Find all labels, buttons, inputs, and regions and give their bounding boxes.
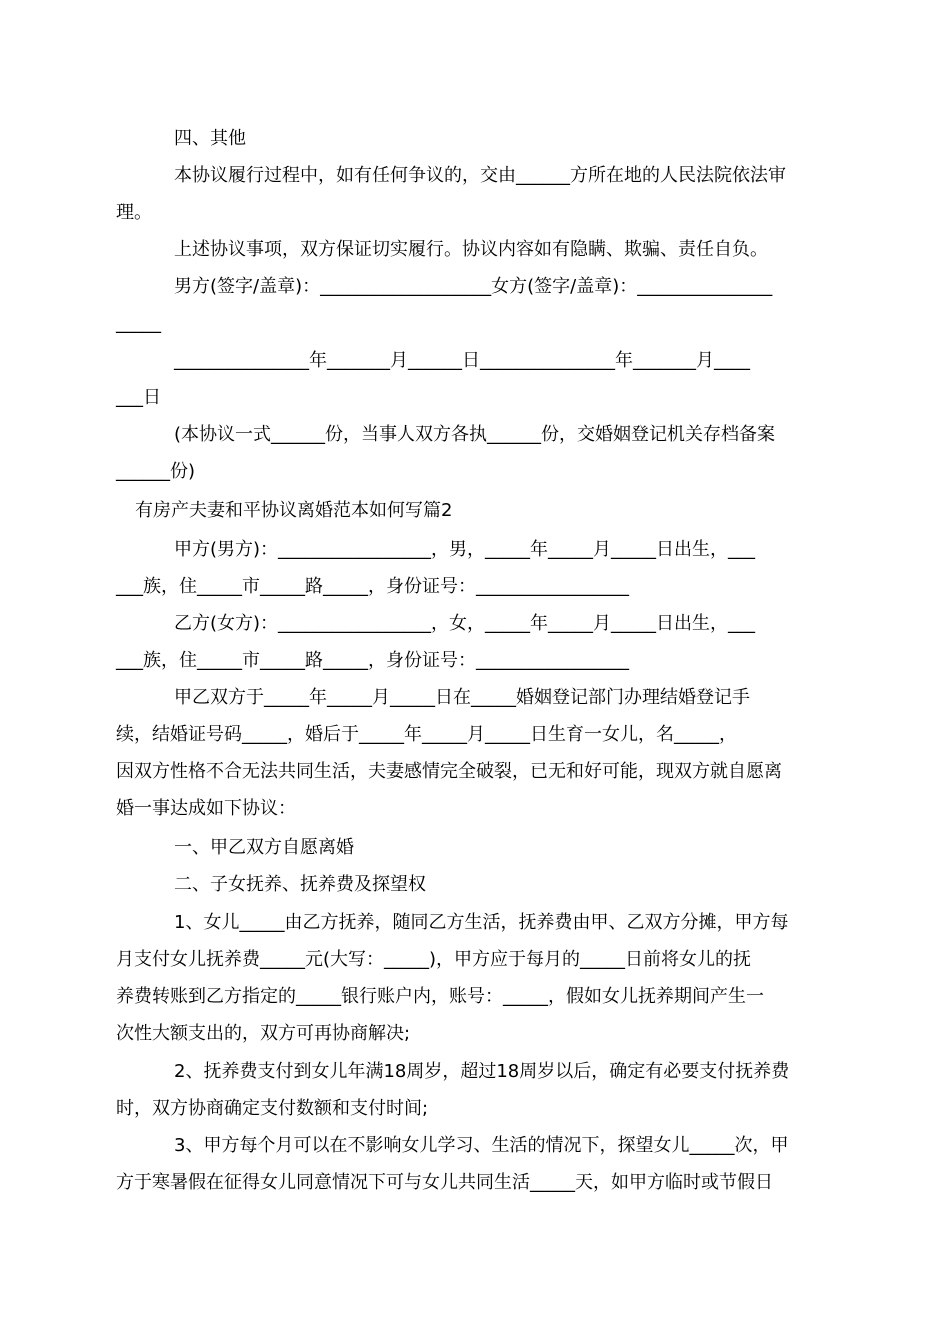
date-line: ___日 — [116, 387, 161, 408]
signature-line: _____ — [116, 313, 161, 334]
section-heading: 一、甲乙双方自愿离婚 — [174, 837, 354, 858]
paragraph-line: 时，双方协商确定支付数额和支付时间; — [116, 1098, 429, 1119]
section-heading: 二、子女抚养、抚养费及探望权 — [174, 874, 426, 895]
paragraph-line: 婚一事达成如下协议： — [116, 798, 296, 819]
paragraph-line: 1、女儿_____由乙方抚养，随同乙方生活，抚养费由甲、乙双方分摊，甲方每 — [174, 912, 789, 933]
party-line: ___族，住_____市_____路_____，身份证号：_________________ — [116, 576, 629, 597]
paragraph-line: 上述协议事项，双方保证切实履行。协议内容如有隐瞒、欺骗、责任自负。 — [174, 239, 768, 260]
paragraph-line: 本协议履行过程中，如有任何争议的，交由______方所在地的人民法院依法审 — [174, 165, 786, 186]
paragraph-line: 因双方性格不合无法共同生活，夫妻感情完全破裂，已无和好可能，现双方就自愿离 — [116, 761, 782, 782]
paragraph-line: 方于寒暑假在征得女儿同意情况下可与女儿共同生活_____天，如甲方临时或节假日 — [116, 1172, 773, 1193]
paragraph-line: 3、甲方每个月可以在不影响女儿学习、生活的情况下，探望女儿_____次，甲 — [174, 1135, 789, 1156]
paragraph-line: 次性大额支出的，双方可再协商解决; — [116, 1023, 411, 1044]
party-line: 甲方(男方)：_________________，男，_____年_____月_____日出生，___ — [174, 539, 756, 560]
party-line: ___族，住_____市_____路_____，身份证号：_________________ — [116, 650, 629, 671]
signature-line: 男方(签字/盖章)：___________________女方(签字/盖章)：_______________ — [174, 276, 773, 297]
paragraph-line: 月支付女儿抚养费_____元(大写：_____)，甲方应于每月的_____日前将女儿的抚 — [116, 949, 752, 970]
paragraph-line: 理。 — [116, 202, 152, 223]
paragraph-line: ______份) — [116, 461, 196, 482]
paragraph-line: 2、抚养费支付到女儿年满18周岁，超过18周岁以后，确定有必要支付抚养费 — [174, 1061, 790, 1082]
date-line: _______________年_______月______日_______________年_______月____ — [174, 350, 750, 371]
paragraph-line: 续，结婚证号码_____，婚后于_____年_____月_____日生育一女儿，名_____， — [116, 724, 737, 745]
document-title: 有房产夫妻和平协议离婚范本如何写篇2 — [135, 500, 453, 521]
paragraph-line: 养费转账到乙方指定的_____银行账户内，账号：_____，假如女儿抚养期间产生一 — [116, 986, 764, 1007]
section-heading-other: 四、其他 — [174, 128, 246, 149]
party-line: 乙方(女方)：_________________，女，_____年_____月_____日出生，___ — [174, 613, 756, 634]
paragraph-line: (本协议一式______份，当事人双方各执______份，交婚姻登记机关存档备案 — [174, 424, 776, 445]
paragraph-line: 甲乙双方于_____年_____月_____日在_____婚姻登记部门办理结婚登记手 — [174, 687, 750, 708]
